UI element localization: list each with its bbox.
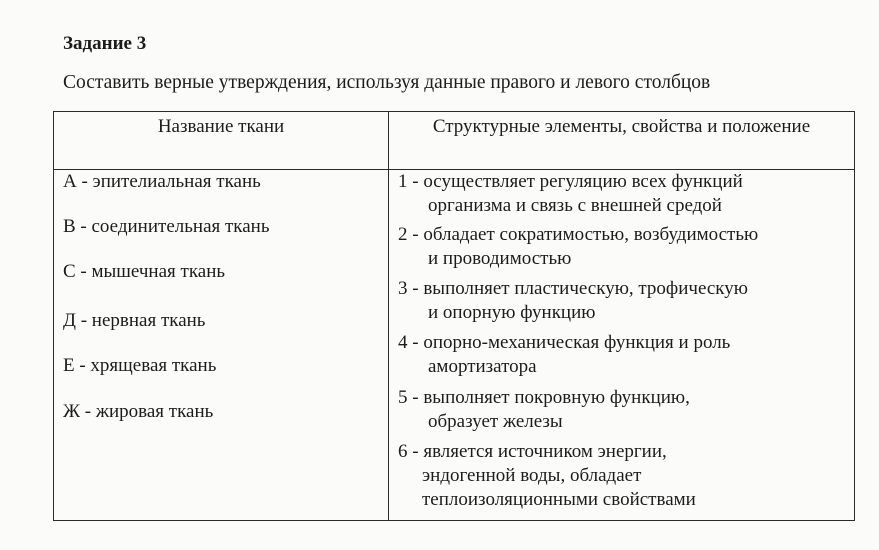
- property-text-continued: образует железы: [428, 411, 563, 432]
- table-body-row: [54, 170, 855, 521]
- property-text: 4 - опорно-механическая функция и роль: [398, 332, 731, 353]
- property-item: [398, 440, 848, 512]
- tissue-item: А - эпителиальная ткань: [63, 171, 261, 192]
- property-text-continued: эндогенной воды, обладает: [422, 465, 642, 486]
- table-header-row: [54, 112, 855, 170]
- property-text: 5 - выполняет покровную функцию,: [398, 387, 690, 408]
- property-text: 3 - выполняет пластическую, трофическую: [398, 278, 748, 299]
- tissue-item: Д - нервная ткань: [63, 310, 206, 331]
- property-text: 1 - осуществляет регуляцию всех функций: [398, 171, 743, 192]
- property-text-continued: теплоизоляционными свойствами: [422, 489, 696, 510]
- matching-table: [53, 111, 855, 521]
- property-text-continued: и опорную функцию: [428, 302, 596, 323]
- property-text: 2 - обладает сократимостью, возбудимостью: [398, 224, 759, 245]
- properties-column: [389, 170, 855, 521]
- task-title: Задание 3: [63, 33, 147, 54]
- property-item: [398, 386, 848, 434]
- tissue-column: [54, 170, 389, 521]
- tissue-item: С - мышечная ткань: [63, 261, 226, 282]
- property-item: [398, 223, 848, 271]
- tissue-item: Е - хрящевая ткань: [63, 355, 217, 376]
- property-text-continued: амортизатора: [428, 356, 537, 377]
- tissue-item: В - соединительная ткань: [63, 216, 270, 237]
- property-text-continued: организма и связь с внешней средой: [428, 195, 722, 216]
- header-properties: Структурные элементы, свойства и положение: [389, 112, 855, 170]
- property-text: 6 - является источником энергии,: [398, 441, 667, 462]
- header-tissue-name: Название ткани: [54, 112, 389, 170]
- property-item: [398, 170, 848, 218]
- property-text-continued: и проводимостью: [428, 248, 572, 269]
- tissue-item: Ж - жировая ткань: [63, 401, 214, 422]
- property-item: [398, 277, 848, 325]
- property-item: [398, 331, 848, 379]
- task-instruction: Составить верные утверждения, используя данные правого и левого столбцов: [63, 72, 711, 93]
